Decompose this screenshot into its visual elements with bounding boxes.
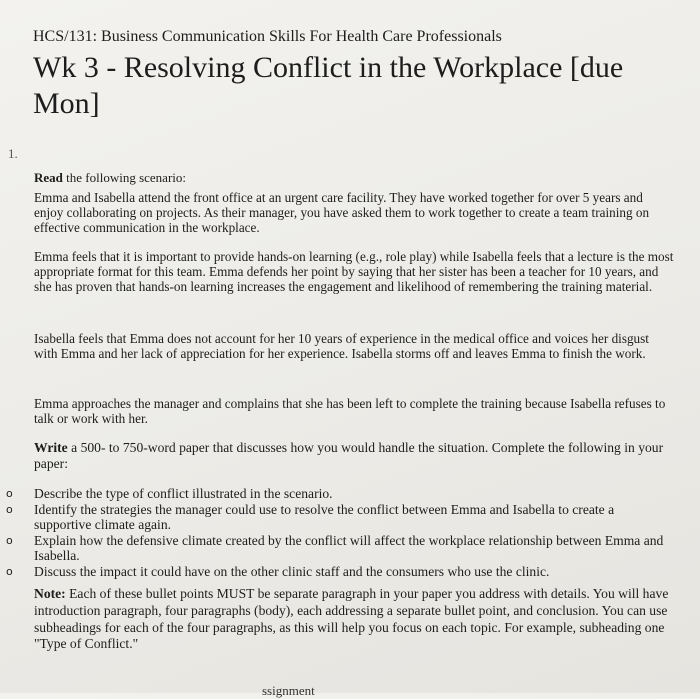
- scenario-paragraph-1: Emma and Isabella attend the front office at an urgent care facility. They have worked together for over 5 years and enjoy collaborating on projects. As their manager, you have asked them to work together to create a team training on effective communication in the workplace.: [34, 190, 650, 236]
- page-title: Wk 3 - Resolving Conflict in the Workplace [due Mon]: [33, 51, 624, 120]
- list-item: [0, 564, 674, 580]
- course-title: HCS/131: Business Communication Skills For Health Care Professionals: [33, 28, 502, 45]
- write-text: a 500- to 750-word paper that discusses how you would handle the situation. Complete the following in your paper:: [34, 440, 664, 471]
- requirements-list: [0, 486, 700, 580]
- bullet-icon: o: [6, 533, 13, 547]
- write-label: Write: [34, 440, 68, 455]
- scenario-paragraph-2: Emma feels that it is important to provide hands-on learning (e.g., role play) while Isabella feels that a lecture is the most appropriate format for this team. Emma defends her point by saying that her sister has been a teacher for 10 years, and she has proven that hands-on learning increases the engagement and likelihood of remembering the training material.: [34, 249, 674, 295]
- list-item-text: Discuss the impact it could have on the other clinic staff and the consumers who use the clinic.: [34, 563, 550, 579]
- read-text: the following scenario:: [62, 170, 186, 185]
- scenario-paragraph-3: Isabella feels that Emma does not account for her 10 years of experience in the medical office and voices her disgust with Emma and her lack of appreciation for her experience. Isabella storms off and leaves Emma to finish the work.: [34, 331, 649, 362]
- list-item: [0, 533, 674, 564]
- list-item: [0, 502, 674, 533]
- scenario-paragraph-4: Emma approaches the manager and complains that she has been left to complete the training because Isabella refuses to talk or work with her.: [34, 396, 666, 427]
- read-label: Read: [34, 170, 63, 185]
- bullet-icon: o: [6, 487, 13, 500]
- list-item-text: Describe the type of conflict illustrated in the scenario.: [34, 486, 333, 501]
- note-paragraph: [34, 586, 694, 653]
- note-label: Note:: [34, 586, 66, 601]
- note-text: Each of these bullet points MUST be separate paragraph in your paper you address with details. You will have introduction paragraph, four paragraphs (body), each addressing a separate bullet point, and conclusion. You can use subheadings for each of the four paragraphs, as this will help you focus on each topic. For example, subheading one "Type of Conflict.": [34, 586, 669, 652]
- read-instruction: [34, 170, 186, 186]
- write-instruction: [34, 440, 674, 472]
- list-item-text: Explain how the defensive climate created by the conflict will affect the workplace relationship between Emma and Isabella.: [34, 532, 664, 564]
- list-item-text: Identify the strategies the manager could use to resolve the conflict between Emma and Isabella to create a supportive climate again.: [34, 501, 615, 533]
- question-number: 1.: [8, 146, 18, 161]
- bullet-icon: o: [6, 564, 13, 578]
- list-item: [0, 486, 674, 502]
- cutoff-text: ssignment: [262, 683, 315, 698]
- bullet-icon: o: [6, 502, 13, 516]
